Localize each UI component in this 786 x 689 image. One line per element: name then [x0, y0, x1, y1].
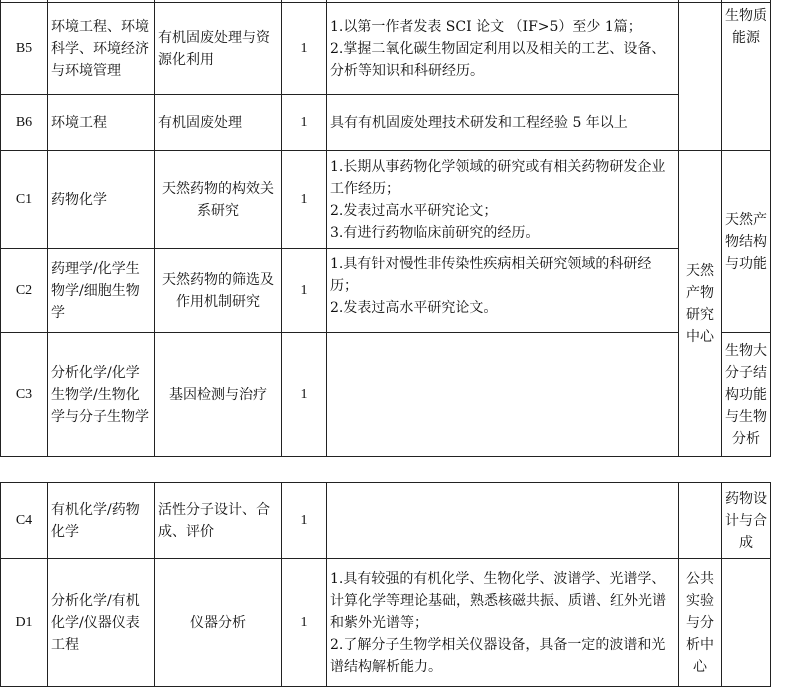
- position-code: C3: [1, 333, 48, 457]
- requirements: [327, 151, 679, 249]
- requirement-line: 3.有进行药物临床前研究的经历。: [330, 224, 540, 241]
- team-name: 药物设计与合成: [722, 483, 771, 559]
- research-direction: 有机固废处理与资源化利用: [155, 3, 282, 95]
- major: 分析化学/有机化学/仪器仪表工程: [48, 559, 155, 687]
- position-code: B6: [1, 95, 48, 151]
- headcount: 1: [282, 95, 327, 151]
- requirements: [327, 249, 679, 333]
- research-direction: 基因检测与治疗: [155, 333, 282, 457]
- headcount: 1: [282, 249, 327, 333]
- requirement-line: 2.了解分子生物学相关仪器设备，具备一定的波谱和光谱结构解析能力。: [330, 636, 666, 675]
- major: 有机化学/药物化学: [48, 483, 155, 559]
- requirements: [327, 333, 679, 457]
- requirements: [327, 559, 679, 687]
- requirement-line: 2.发表过高水平研究论文。: [330, 300, 498, 316]
- position-code: C2: [1, 249, 48, 333]
- requirement-line: 1.以第一作者发表 SCI 论文 （IF>5）至少 1篇；: [330, 18, 642, 35]
- requirement-line: 1.具有针对慢性非传染性疾病相关研究领域的科研经历；: [330, 256, 652, 294]
- headcount: 1: [282, 483, 327, 559]
- position-code: D1: [1, 559, 48, 687]
- table-row: [1, 151, 771, 249]
- major: 环境工程: [48, 95, 155, 151]
- recruitment-table-lower: [0, 482, 771, 687]
- requirements: [327, 483, 679, 559]
- table-row: [1, 333, 771, 457]
- requirements: [327, 95, 679, 151]
- table-row: [1, 559, 771, 687]
- research-direction: 仪器分析: [155, 559, 282, 687]
- requirements: [327, 3, 679, 95]
- headcount: 1: [282, 333, 327, 457]
- table-row: [1, 483, 771, 559]
- requirement-line: 1.长期从事药物化学领域的研究或有相关药物研发企业工作经历；: [330, 158, 666, 197]
- headcount: 1: [282, 3, 327, 95]
- page-break-gap: [0, 460, 786, 480]
- requirement-line: 1.具有较强的有机化学、生物化学、波谱学、光谱学、计算化学等理论基础，熟悉核磁共振、质谱、红外光谱和紫外光谱等；: [330, 570, 666, 631]
- center-name: 天然产物研究中心: [679, 151, 722, 457]
- research-direction: 活性分子设计、合成、评价: [155, 483, 282, 559]
- position-code: C4: [1, 483, 48, 559]
- research-direction: 天然药物的构效关系研究: [155, 151, 282, 249]
- table-row: [1, 95, 771, 151]
- headcount: 1: [282, 559, 327, 687]
- major: 环境工程、环境科学、环境经济与环境管理: [48, 3, 155, 95]
- position-code: C1: [1, 151, 48, 249]
- center-name: 公共实验与分析中心: [679, 559, 722, 687]
- table-row: [1, 249, 771, 333]
- team-name: 生物质能源: [722, 3, 771, 151]
- requirement-line: 2.掌握二氧化碳生物固定利用以及相关的工艺、设备、分析等知识和科研经历。: [330, 40, 666, 79]
- team-name: 天然产物结构与功能: [722, 151, 771, 333]
- position-code: B5: [1, 3, 48, 95]
- team-name: 生物大分子结构功能与生物分析: [722, 333, 771, 457]
- headcount: 1: [282, 151, 327, 249]
- table-row: [1, 3, 771, 95]
- research-direction: 天然药物的筛选及作用机制研究: [155, 249, 282, 333]
- requirement-line: 2.发表过高水平研究论文；: [330, 202, 498, 219]
- requirement-line: 具有有机固废处理技术研发和工程经验 5 年以上: [330, 114, 628, 131]
- research-direction: 有机固废处理: [155, 95, 282, 151]
- major: 药理学/化学生物学/细胞生物学: [48, 249, 155, 333]
- major: 药物化学: [48, 151, 155, 249]
- major: 分析化学/化学生物学/生物化学与分子生物学: [48, 333, 155, 457]
